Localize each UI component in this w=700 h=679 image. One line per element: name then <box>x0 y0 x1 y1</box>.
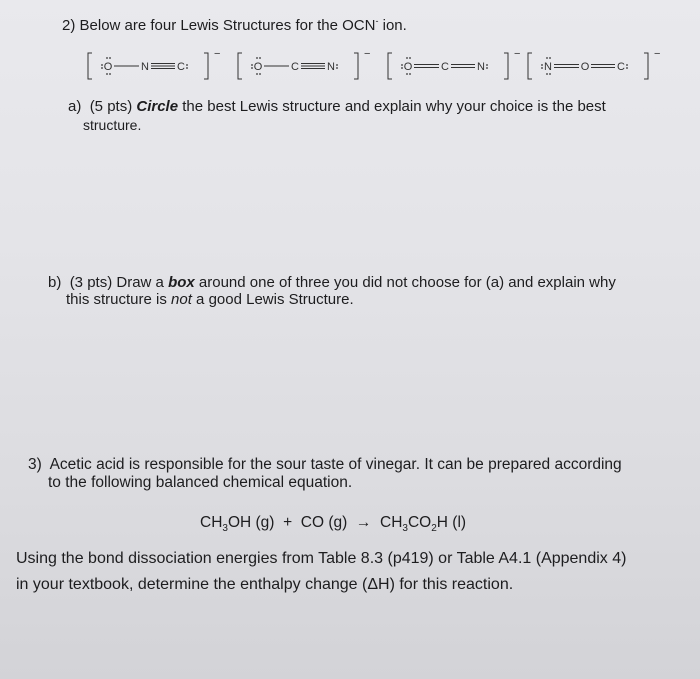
lone-pair-dot <box>251 64 253 66</box>
atom-symbol: N <box>544 61 552 73</box>
part-a-prompt <box>68 98 606 115</box>
ion-charge-label: − <box>364 48 371 60</box>
lone-pair-dot <box>409 73 411 75</box>
question-3-prompt <box>28 456 622 473</box>
ion-charge: - <box>375 16 379 26</box>
lone-pair-dot <box>251 67 253 69</box>
atom-symbol: C <box>177 61 185 73</box>
lone-pair-dot <box>401 67 403 69</box>
part-b-prompt-continued <box>66 291 354 308</box>
lone-pair-dot <box>541 64 543 66</box>
lewis-structures-row <box>78 46 661 86</box>
part-b-points: (3 pts) <box>69 274 113 291</box>
atom-symbol: C <box>291 61 299 73</box>
right-bracket <box>354 53 358 79</box>
part-b-text2-post: a good Lewis Structure. <box>191 291 354 308</box>
lone-pair-dot <box>626 64 628 66</box>
left-bracket <box>528 53 532 79</box>
enthalpy-instruction: Using the bond dissociation energies from Table 8.3 (p419) or Table A4.1 (Appendix 4) <box>16 550 627 567</box>
lone-pair-dot <box>256 73 258 75</box>
question-3-text: Acetic acid is responsible for the sour taste of vinegar. It can be prepared according <box>49 456 622 473</box>
lone-pair-dot <box>549 57 551 59</box>
lone-pair-dot <box>401 64 403 66</box>
question-number: 2) <box>62 17 76 34</box>
question-text-end: ion. <box>378 17 407 34</box>
lone-pair-dot <box>336 67 338 69</box>
ion-charge-label: − <box>514 48 521 60</box>
atom-symbol: O <box>253 61 263 73</box>
atom-symbol: N <box>141 61 149 73</box>
lone-pair-dot <box>336 64 338 66</box>
part-b-prompt <box>48 274 616 291</box>
part-a-text: the best Lewis structure and explain why your choice is the best <box>178 98 606 115</box>
part-a-points: (5 pts) <box>89 98 133 115</box>
part-a-keyword: Circle <box>136 98 179 115</box>
plus-sign: + <box>283 514 293 531</box>
lewis-structures-diagram <box>78 46 661 86</box>
lone-pair-dot <box>409 57 411 59</box>
ion-charge-label: − <box>214 48 221 60</box>
lone-pair-dot <box>546 57 548 59</box>
lone-pair-dot <box>186 67 188 69</box>
right-bracket <box>204 53 208 79</box>
enthalpy-instruction-continued: in your textbook, determine the enthalpy change (ΔH) for this reaction. <box>16 576 514 593</box>
right-bracket <box>504 53 508 79</box>
reactant-1: $CH_3OH$ (g) <box>200 514 275 535</box>
chemical-equation <box>200 514 466 537</box>
question-2-prompt <box>62 13 407 34</box>
part-b-text: around one of three you did not choose for (a) and explain why <box>194 274 616 291</box>
atom-symbol: O <box>580 61 590 73</box>
lone-pair-dot <box>546 73 548 75</box>
lone-pair-dot <box>486 67 488 69</box>
lone-pair-dot <box>106 73 108 75</box>
lone-pair-dot <box>486 64 488 66</box>
atom-symbol: C <box>441 61 449 73</box>
lone-pair-dot <box>549 73 551 75</box>
product: $CH_3CO_2H$ (l) <box>380 514 467 535</box>
question-3-number: 3) <box>28 456 42 473</box>
question-3-prompt-continued: to the following balanced chemical equation. <box>48 474 353 491</box>
lone-pair-dot <box>626 67 628 69</box>
part-b-keyword: box <box>168 274 195 291</box>
left-bracket <box>238 53 242 79</box>
part-a-prompt-continued: structure. <box>83 117 142 133</box>
left-bracket <box>88 53 92 79</box>
lone-pair-dot <box>186 64 188 66</box>
reactant-2: CO (g) <box>300 514 348 531</box>
reaction-arrow: → <box>355 514 372 531</box>
lone-pair-dot <box>256 57 258 59</box>
lone-pair-dot <box>106 57 108 59</box>
part-b-label: b) <box>48 274 62 291</box>
right-bracket <box>644 53 648 79</box>
lone-pair-dot <box>406 57 408 59</box>
lone-pair-dot <box>109 57 111 59</box>
question-text: Below are four Lewis Structures for the OCN <box>79 17 376 34</box>
lone-pair-dot <box>259 73 261 75</box>
lone-pair-dot <box>259 57 261 59</box>
atom-symbol: O <box>403 61 413 73</box>
lone-pair-dot <box>109 73 111 75</box>
part-a-label: a) <box>68 98 82 115</box>
lone-pair-dot <box>101 64 103 66</box>
lone-pair-dot <box>101 67 103 69</box>
atom-symbol: O <box>103 61 113 73</box>
part-b-emphasis: not <box>171 291 192 308</box>
left-bracket <box>388 53 392 79</box>
atom-symbol: N <box>327 61 335 73</box>
lone-pair-dot <box>406 73 408 75</box>
part-b-text-pre: Draw a <box>112 274 169 291</box>
lone-pair-dot <box>541 67 543 69</box>
ion-charge-label: − <box>654 48 661 60</box>
atom-symbol: N <box>477 61 485 73</box>
part-b-text2-pre: this structure is <box>66 291 172 308</box>
atom-symbol: C <box>617 61 625 73</box>
